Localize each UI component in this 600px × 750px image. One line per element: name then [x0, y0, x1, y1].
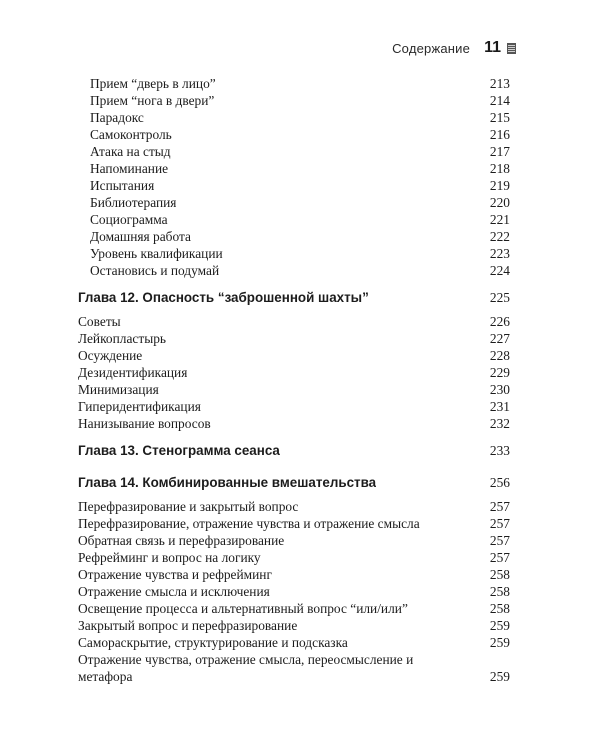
toc-entry [78, 618, 510, 634]
toc-entry [78, 399, 510, 415]
toc-entry-page: 258 [489, 567, 510, 582]
toc-entry-page: 227 [489, 331, 510, 346]
toc-entry [78, 499, 510, 515]
toc-entry-page: 232 [489, 416, 510, 431]
toc-entry-page: 229 [489, 365, 510, 380]
toc-entry [78, 382, 510, 398]
toc-entry-page: 258 [489, 601, 510, 616]
toc-entry [78, 314, 510, 330]
toc-entry-title: Минимизация [78, 382, 159, 397]
toc-entry-page: 257 [489, 499, 510, 514]
toc-entry-title: Самоконтроль [90, 127, 172, 142]
toc-entry-page: 257 [489, 550, 510, 565]
toc-entry-page: 216 [489, 127, 510, 142]
toc-entry [78, 212, 510, 228]
toc-entry-title: Прием “нога в двери” [90, 93, 215, 108]
toc-entry [78, 516, 510, 532]
toc-chapter-heading [78, 443, 510, 459]
toc-entry [78, 550, 510, 566]
section-title: Содержание [392, 40, 471, 56]
toc-entry [78, 263, 510, 279]
toc-entry-title: Отражение смысла и исключения [78, 584, 270, 599]
toc-entry-page: 258 [489, 584, 510, 599]
toc-entry-page: 213 [489, 76, 510, 91]
toc-entry-page: 222 [489, 229, 510, 244]
toc-entry-title: Нанизывание вопросов [78, 416, 211, 431]
toc-entry [78, 635, 510, 651]
toc-entry [78, 76, 510, 92]
toc-chapter-page: 225 [489, 290, 510, 305]
toc-chapter-title: Глава 12. Опасность “заброшенной шахты” [78, 290, 369, 305]
toc-entry-title: Перефразирование и закрытый вопрос [78, 499, 299, 514]
toc-entry-title: Самораскрытие, структурирование и подсказка [78, 635, 348, 650]
toc-entry-title: Рефрейминг и вопрос на логику [78, 550, 261, 565]
toc-entry [78, 652, 510, 685]
toc-chapter-heading [78, 475, 510, 491]
toc-entry-page: 220 [489, 195, 510, 210]
toc-entry-page: 224 [489, 263, 510, 278]
toc-entry-title: Атака на стыд [90, 144, 171, 159]
toc-entry-page: 259 [489, 635, 510, 650]
toc-entry-title: Отражение чувства, отражение смысла, переосмысление и метафора [78, 652, 414, 684]
toc-chapter-title: Глава 13. Стенограмма сеанса [78, 443, 280, 458]
toc-entry-page: 214 [489, 93, 510, 108]
toc-entry [78, 229, 510, 245]
toc-entry-page: 257 [489, 533, 510, 548]
toc-entry [78, 110, 510, 126]
toc-entry-title: Социограмма [90, 212, 168, 227]
toc-entry-title: Гиперидентификация [78, 399, 201, 414]
toc-entry-page: 218 [489, 161, 510, 176]
toc-entry [78, 584, 510, 600]
toc-entry-title: Закрытый вопрос и перефразирование [78, 618, 298, 633]
toc-entry [78, 533, 510, 549]
toc-entry-title: Дезидентификация [78, 365, 188, 380]
toc-entry-page: 259 [489, 668, 510, 684]
toc-entry-page: 221 [489, 212, 510, 227]
toc-entry-title: Освещение процесса и альтернативный вопрос “или/или” [78, 601, 408, 616]
toc-entry [78, 567, 510, 583]
toc-entry-page: 223 [489, 246, 510, 261]
toc-entry-page: 230 [489, 382, 510, 397]
toc-entry-title: Лейкопластырь [78, 331, 167, 346]
toc-entry-title: Перефразирование, отражение чувства и отражение смысла [78, 516, 420, 531]
toc-chapter-title: Глава 14. Комбинированные вмешательства [78, 475, 377, 490]
toc-chapter-heading [78, 290, 510, 306]
toc-entry [78, 348, 510, 364]
toc-entry [78, 127, 510, 143]
toc-entry [78, 178, 510, 194]
page-marker-icon [507, 43, 516, 54]
toc-entry-title: Прием “дверь в лицо” [90, 76, 216, 91]
toc-entry-page: 226 [489, 314, 510, 329]
toc-entry-title: Испытания [90, 178, 155, 193]
toc-entry-page: 231 [489, 399, 510, 414]
toc-entry [78, 93, 510, 109]
toc-entry-title: Напоминание [90, 161, 169, 176]
toc-entry-title: Библиотерапия [90, 195, 177, 210]
toc-entry-page: 228 [489, 348, 510, 363]
toc-entry-page: 257 [489, 516, 510, 531]
toc-entry-title: Советы [78, 314, 121, 329]
toc-entry-title: Домашняя работа [90, 229, 191, 244]
toc-entry [78, 416, 510, 432]
toc-entry-title: Обратная связь и перефразирование [78, 533, 285, 548]
toc-entry-page: 259 [489, 618, 510, 633]
toc-entry [78, 601, 510, 617]
toc-chapter-page: 256 [489, 475, 510, 490]
toc-entry-page: 217 [489, 144, 510, 159]
running-header [392, 38, 516, 58]
toc-entry-title: Отражение чувства и рефрейминг [78, 567, 272, 582]
toc-entry [78, 331, 510, 347]
toc-entry [78, 144, 510, 160]
toc-chapter-page: 233 [489, 443, 510, 458]
toc-entry [78, 246, 510, 262]
toc-entry-title: Уровень квалификации [90, 246, 223, 261]
toc-entry [78, 195, 510, 211]
toc-entry-title: Осуждение [78, 348, 143, 363]
toc-entry-title: Парадокс [90, 110, 144, 125]
toc-entry-page: 215 [489, 110, 510, 125]
toc-entry [78, 161, 510, 177]
toc-entry [78, 365, 510, 381]
toc-entry-page: 219 [489, 178, 510, 193]
toc-entry-title: Остановись и подумай [90, 263, 220, 278]
page-number: 11 [484, 39, 501, 56]
